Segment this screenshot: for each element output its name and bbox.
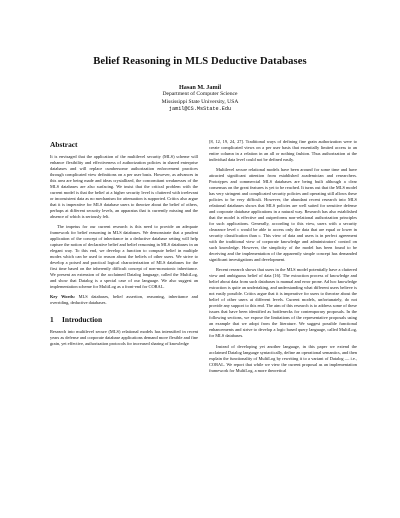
abstract-heading: Abstract: [50, 140, 78, 149]
body-paragraph-1: [8, 12, 19, 24, 27]. Traditional ways of defining fine grain authorization were to create complicated views on a per user basis that essentially limited access to an entire column in a relation in an all or nothing fashion. Thus authorization at the individual data level could not be defined easily.: [209, 139, 357, 163]
author-email: jamil@CS.MsState.Edu: [168, 105, 232, 112]
author-university: Mississippi State University, USA: [161, 98, 239, 105]
body-paragraph-4: Instead of developing yet another language, in this paper we extend the acclaimed Datalog language syntactically, define an operational semantics, and then explain the functionality of MultiLog by rewriting it to a variant of Datalog — i.e., CORAL. We report that while we view the current proposal as an implementation framework for MultiLog, a more theoretical: [209, 343, 357, 373]
left-column: [50, 140, 198, 351]
paper-title: Belief Reasoning in MLS Deductive Databases: [93, 56, 307, 67]
body-paragraph-3: Recent research shows that users in the MLS model potentially have a cluttered view and ambiguous belief of data [16]. The extraction process of knowledge and belief about data from such databases is manual and error prone. Ad hoc knowledge extraction is quite an undertaking, and understanding what different users believe is not easily possible. Critics argue that it is imperative for users to theorize about the belief of other users at different levels. Current models, unfortunately, do not provide any support to this end. The aim of this research is to address some of these issues that have been identified as bottlenecks for contemporary proposals. In the following sections, we expose the limitations of the representative proposals using an example that we adopt from the literature. We suggest possible functional enhancements and strive to develop a logic based query language, called MultiLog, for MLS databases.: [209, 267, 357, 339]
abstract-paragraph-2: The impetus for our current research is this need to provide an adequate framework for belief reasoning in MLS databases. We demonstrate that a prudent application of the concept of inheritance in a deductive database setting will help capture the notion of declarative belief and belief reasoning in MLS databases in an elegant way. To this end, we develop a function to compute belief in multiple modes which can be used to reason about the beliefs of other users. We strive to develop a poised and practical logical characterization of MLS databases for the first time based on the inherently difficult concept of non-monotonic inheritance. We present an extension of the acclaimed Datalog language, called the MultiLog, and show that Datalog is a special case of our language. We also suggest an implementation scheme for MultiLog as a front-end for CORAL.: [50, 224, 198, 290]
abstract-paragraph-1: It is envisaged that the application of the multilevel security (MLS) scheme will enhance flexibility and effectiveness of authorization policies in shared enterprise databases and will replace cumbersome authorization enforcement practices through complicated view definitions on a per user basis. However, as advances in this area are being made and ideas crystallized, the concomitant weaknesses of the MLS databases are also surfacing. We insist that the critical problem with the current model is that the belief at a higher security level is cluttered with irrelevant or inconsistent data as no mechanism for attenuation is supported. Critics also argue that it is imperative for MLS database users to theorize about the belief of others, perhaps at different security levels, an apparatus that is currently missing and the absence of which is seriously felt.: [50, 154, 198, 220]
body-paragraph-2: Multilevel secure relational models have been around for some time and have attracted significant attention from established academician and researchers. Prototypes and commercial MLS databases are being built although a clear consensus on the great features is yet to be reached. It turns out that the MLS model has very stringent and complicated security policies and operating still allows these policies to be very difficult. However, the abundant recent research into MLS relational databases shows that MLS policies are well suited for sensitive defense and corporate database applications in a natural way. Research has also established that the model is effective and outperforms non-relational authorization principles for such applications. Generally, according to this view, users with a security clearance level c would be able to access only the data that are equal or lower in security classification than c. This view of data and users is in perfect agreement with the traditional view of corporate knowledge and administrators' control on such knowledge. However, the simplicity of the model has been found to be deceiving and the implementation of the apparently simple concept has demanded significant investigations and development.: [209, 167, 357, 263]
author-block: [0, 84, 400, 113]
keywords: [50, 294, 198, 306]
introduction-paragraph-1: Research into multilevel secure (MLS) relational models has intensified in recent years as defense and corporate database applications demand more flexible and fine grain, yet effective, authorization protocols for increased sharing of knowledge: [50, 329, 198, 347]
author-name: Hasan M. Jamil: [178, 84, 222, 91]
introduction-heading: [50, 315, 198, 324]
section-title: Introduction: [62, 315, 103, 325]
keywords-label: Key Words:: [50, 294, 76, 300]
section-number: 1: [50, 315, 54, 325]
keywords-text: MLS databases, belief assertion, reasoning, inheritance and overriding, deductive databases.: [50, 294, 199, 306]
right-column: [209, 139, 357, 378]
author-department: Department of Computer Science: [162, 91, 238, 98]
